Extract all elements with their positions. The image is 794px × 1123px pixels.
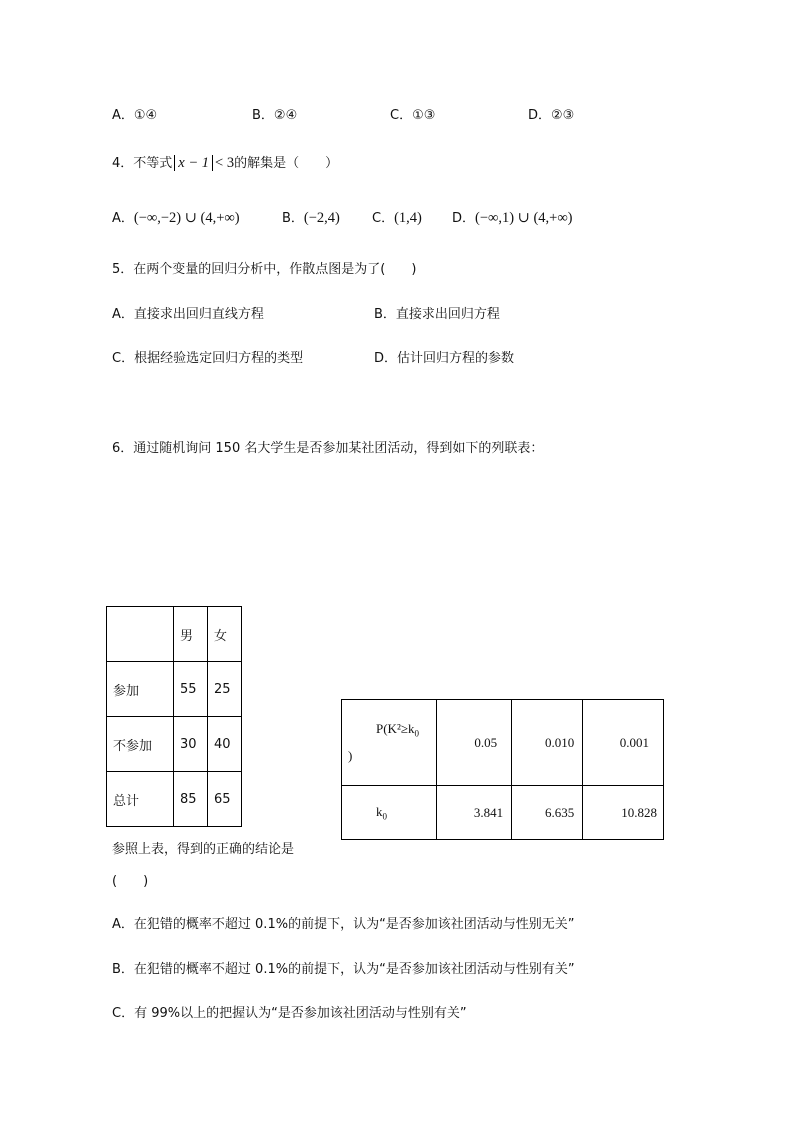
option-label: D． [452, 211, 476, 226]
table-row [107, 717, 242, 772]
q4-stem-prefix: 4．不等式 [112, 156, 173, 171]
option-label: A． [112, 917, 134, 932]
option-value: (1,4) [394, 210, 422, 226]
table-cell: 0.05 [436, 700, 511, 786]
option-label: B． [252, 108, 274, 123]
critical-value-table [341, 699, 664, 840]
q4-stem [112, 152, 338, 172]
option-value: ①③ [412, 108, 436, 123]
q6-option-b [112, 958, 575, 977]
p-label-main: P(K²≥k [376, 720, 415, 736]
table-cell: 85 [173, 772, 207, 827]
option-value: ②④ [273, 108, 298, 123]
q4-option-b [282, 207, 340, 227]
option-label: A． [112, 108, 134, 123]
option-label: D． [374, 351, 398, 366]
table-row [107, 662, 242, 717]
option-value: 估计回归方程的参数 [397, 351, 515, 366]
option-label: A． [112, 307, 134, 322]
p-label-cell [342, 700, 437, 786]
table-cell: 6.635 [512, 786, 583, 840]
q3-option-c [390, 104, 435, 123]
p-label-close: ) [348, 748, 353, 764]
option-label: D． [528, 108, 552, 123]
table-header-male: 男 [173, 607, 207, 662]
q6-option-a [112, 913, 575, 932]
table-row [107, 607, 242, 662]
table-row [342, 786, 664, 840]
k-label-main: k [376, 803, 383, 819]
q6-option-c [112, 1002, 467, 1021]
q5-option-b [374, 303, 500, 322]
table-cell: 30 [173, 717, 207, 772]
q3-option-a [112, 104, 157, 123]
table-row [107, 772, 242, 827]
contingency-table [106, 606, 242, 827]
q6-after-line1: 参照上表，得到的正确的结论是 [112, 842, 295, 857]
option-value: (−∞,1) ∪ (4,+∞) [475, 210, 573, 226]
abs-value-inner: x − 1 [178, 155, 210, 171]
option-value: (−2,4) [303, 210, 340, 226]
option-label: A． [112, 211, 134, 226]
abs-value-expr [174, 155, 213, 171]
option-label: C． [112, 351, 135, 366]
q4-option-a [112, 207, 240, 227]
option-value: 在犯错的概率不超过 0.1%的前提下，认为“是否参加该社团活动与性别无关” [133, 917, 575, 932]
table-cell: 65 [207, 772, 241, 827]
option-label: C． [372, 211, 395, 226]
option-value: 在犯错的概率不超过 0.1%的前提下，认为“是否参加该社团活动与性别有关” [133, 962, 575, 977]
option-value: 根据经验选定回归方程的类型 [134, 351, 304, 366]
table-row [342, 700, 664, 786]
option-label: C． [112, 1006, 135, 1021]
option-value: ②③ [551, 108, 575, 123]
table-row-label: 不参加 [107, 717, 174, 772]
table-row-label: 总计 [107, 772, 174, 827]
inequality-rhs: < 3 [215, 155, 235, 171]
option-value: ①④ [133, 108, 158, 123]
p-label-line1 [348, 721, 430, 739]
q3-option-b [252, 104, 297, 123]
option-value: (−∞,−2) ∪ (4,+∞) [133, 210, 240, 226]
option-label: C． [390, 108, 413, 123]
table-header-female: 女 [207, 607, 241, 662]
option-value: 直接求出回归方程 [395, 307, 500, 322]
table-cell [107, 607, 174, 662]
q5-option-d [374, 347, 514, 366]
q6-after-line2: ( ) [112, 874, 149, 889]
q4-stem-suffix: 的解集是（ ） [234, 156, 339, 171]
table-cell: 25 [207, 662, 241, 717]
table-cell: 0.001 [583, 700, 664, 786]
table-cell: 3.841 [436, 786, 511, 840]
q5-option-a [112, 303, 264, 322]
table-cell: 0.010 [512, 700, 583, 786]
option-label: B． [282, 211, 304, 226]
option-value: 有 99%以上的把握认为“是否参加该社团活动与性别有关” [134, 1006, 467, 1021]
k-label-cell [342, 786, 437, 840]
table-row-label: 参加 [107, 662, 174, 717]
table-cell: 40 [207, 717, 241, 772]
q5-option-c [112, 347, 303, 366]
table-cell: 55 [173, 662, 207, 717]
option-value: 直接求出回归直线方程 [133, 307, 264, 322]
q4-option-c [372, 207, 422, 227]
q4-option-d [452, 207, 573, 227]
q5-stem: 5．在两个变量的回归分析中，作散点图是为了( ) [112, 262, 417, 277]
p-label-sub: 0 [414, 728, 419, 739]
option-label: B． [112, 962, 134, 977]
option-label: B． [374, 307, 396, 322]
k-label-sub: 0 [382, 811, 387, 822]
q3-option-d [528, 104, 574, 123]
q6-stem: 6．通过随机询问 150 名大学生是否参加某社团活动，得到如下的列联表： [112, 441, 544, 456]
table-cell: 10.828 [583, 786, 664, 840]
